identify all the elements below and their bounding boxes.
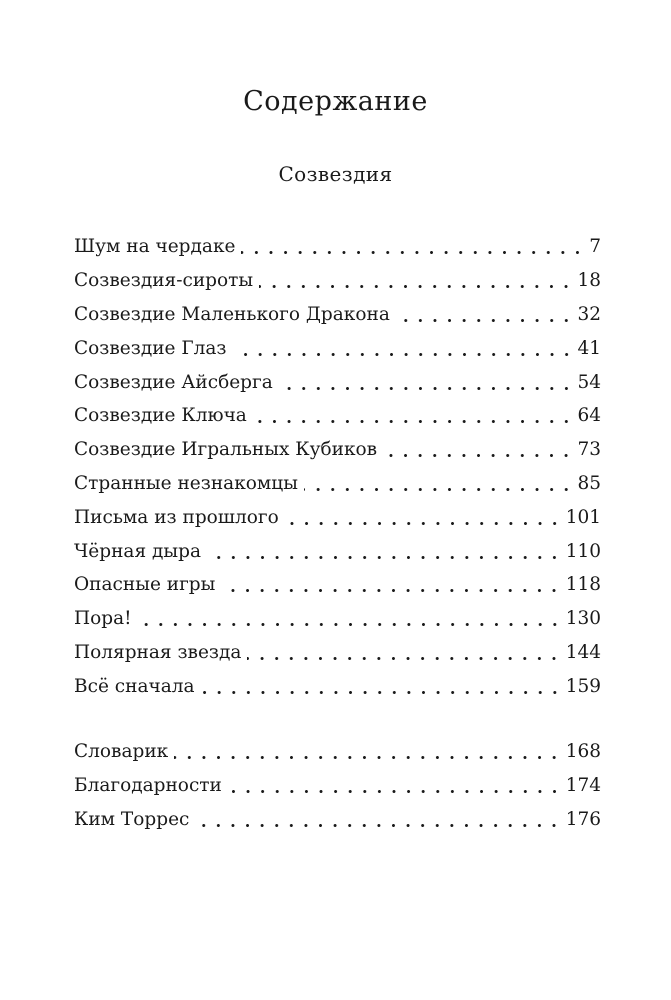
- toc-entry-title: Странные незнакомцы: [74, 472, 298, 494]
- toc-entry-page: 144: [565, 641, 601, 663]
- dot-leader: [233, 353, 574, 356]
- toc-entry-title: Созвездие Айсберга: [74, 371, 273, 393]
- toc-entry-title: Благодарности: [74, 775, 222, 797]
- toc-entry-page: 54: [577, 371, 601, 393]
- toc-entry-title: Всё сначала: [74, 675, 195, 697]
- dot-leader: [138, 623, 562, 626]
- toc-entry: [74, 230, 601, 264]
- toc-entry: [74, 769, 601, 803]
- toc-entry: [74, 602, 601, 636]
- toc-entry: [74, 331, 601, 365]
- dot-leader: [253, 420, 574, 423]
- toc-entry-title: Созвездие Маленького Дракона: [74, 303, 390, 325]
- section-title: Созвездия: [278, 162, 393, 186]
- toc-entry-title: Созвездия-сироты: [74, 270, 254, 292]
- toc-entry: [74, 500, 601, 534]
- toc-entry: [74, 365, 601, 399]
- dot-leader: [279, 387, 574, 390]
- toc-entry-title: Созвездие Ключа: [74, 405, 247, 427]
- dot-leader: [285, 522, 562, 525]
- toc-entry-title: Пора!: [74, 608, 132, 630]
- dot-leader: [383, 454, 573, 457]
- toc-back-matter-list: [74, 735, 601, 836]
- toc-entry-page: 159: [565, 675, 601, 697]
- toc-entry-page: 101: [565, 506, 601, 528]
- toc-entry-page: 41: [577, 337, 601, 359]
- toc-entry-page: 73: [577, 439, 601, 461]
- toc-entry: [74, 399, 601, 433]
- toc-entry-page: 176: [565, 808, 601, 830]
- dot-leader: [228, 790, 562, 793]
- toc-entry-title: Шум на чердаке: [74, 236, 236, 258]
- dot-leader: [207, 556, 562, 559]
- toc-entry-page: 7: [589, 236, 601, 258]
- page-title: Содержание: [243, 86, 428, 117]
- toc-entry: [74, 433, 601, 467]
- toc-entry-page: 110: [565, 540, 601, 562]
- toc-entry: [74, 298, 601, 332]
- toc-entry: [74, 534, 601, 568]
- dot-leader: [396, 319, 574, 322]
- toc-entry-page: 168: [565, 741, 601, 763]
- dot-leader: [201, 691, 562, 694]
- toc-entry-page: 118: [565, 574, 601, 596]
- toc-entry: [74, 669, 601, 703]
- toc-entry-page: 64: [577, 405, 601, 427]
- toc-entry-title: Чёрная дыра: [74, 540, 201, 562]
- toc-entry: [74, 568, 601, 602]
- toc-entry-title: Опасные игры: [74, 574, 216, 596]
- toc-entry: [74, 803, 601, 837]
- toc-entry-page: 18: [577, 270, 601, 292]
- dot-leader: [221, 589, 561, 592]
- dot-leader: [195, 824, 561, 827]
- toc-entry-page: 130: [565, 608, 601, 630]
- toc-entry: [74, 467, 601, 501]
- toc-entry: [74, 264, 601, 298]
- toc-entry: [74, 636, 601, 670]
- toc-entry-title: Созвездие Глаз: [74, 337, 227, 359]
- toc-entry-title: Словарик: [74, 741, 169, 763]
- toc-entry-title: Письма из прошлого: [74, 506, 279, 528]
- dot-leader: [241, 251, 585, 254]
- dot-leader: [247, 657, 561, 660]
- toc-entry-page: 174: [565, 775, 601, 797]
- toc-entry-title: Полярная звезда: [74, 641, 242, 663]
- toc-entry-page: 32: [577, 303, 601, 325]
- dot-leader: [259, 285, 573, 288]
- toc-entry: [74, 735, 601, 769]
- dot-leader: [174, 756, 561, 759]
- toc-entry-title: Ким Торрес: [74, 808, 190, 830]
- toc-entry-title: Созвездие Игральных Кубиков: [74, 439, 378, 461]
- dot-leader: [304, 488, 574, 491]
- toc-entry-page: 85: [577, 472, 601, 494]
- toc-main-list: [74, 230, 601, 703]
